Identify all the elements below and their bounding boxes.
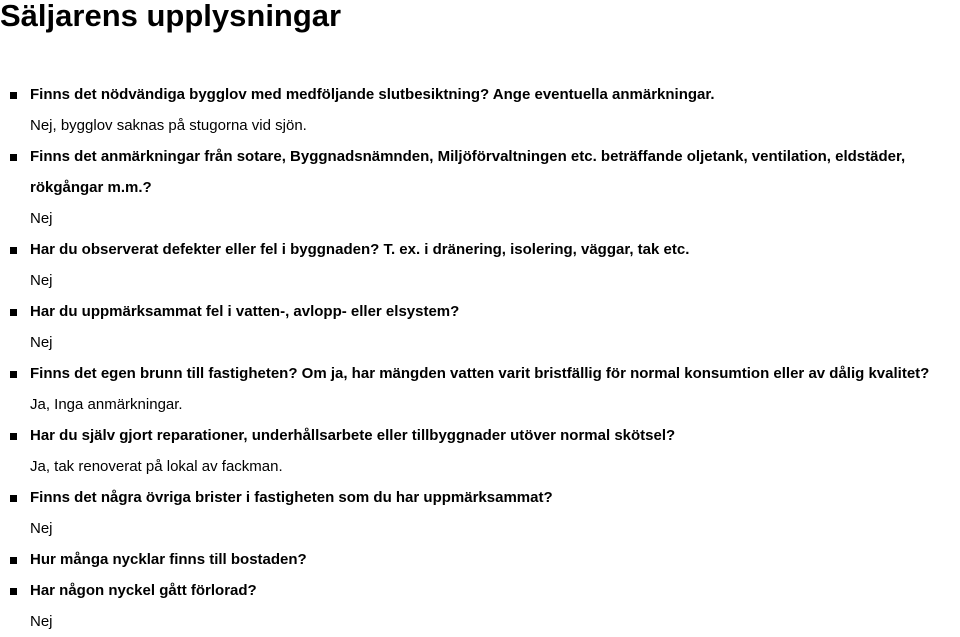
answer-text: Ja, Inga anmärkningar. xyxy=(30,396,183,413)
square-bullet-icon xyxy=(10,154,17,161)
question-label: Finns det anmärkningar från sotare, Byggnadsnämnden, Miljöförvaltningen etc. beträffande oljetank, ventilation, eldstäder, rökgångar m.m.? xyxy=(30,148,906,196)
list-item xyxy=(0,79,960,141)
square-bullet-icon xyxy=(10,557,17,564)
square-bullet-icon xyxy=(10,247,17,254)
answer-text: Nej xyxy=(30,613,53,630)
question-text xyxy=(0,482,960,513)
question-label: Hur många nycklar finns till bostaden? xyxy=(30,551,307,568)
question-label: Har någon nyckel gått förlorad? xyxy=(30,582,257,599)
list-item xyxy=(0,482,960,544)
question-label: Finns det egen brunn till fastigheten? Om ja, har mängden vatten varit bristfällig för normal konsumtion eller av dålig kvalitet? xyxy=(30,365,930,382)
list-item xyxy=(0,358,960,420)
square-bullet-icon xyxy=(10,433,17,440)
question-label: Har du uppmärksammat fel i vatten-, avlopp- eller elsystem? xyxy=(30,303,460,320)
question-text xyxy=(0,544,960,575)
list-item xyxy=(0,544,960,575)
question-text xyxy=(0,79,960,110)
square-bullet-icon xyxy=(10,495,17,502)
list-item xyxy=(0,575,960,637)
seller-disclosure-list xyxy=(0,79,960,637)
question-label: Finns det nödvändiga bygglov med medföljande slutbesiktning? Ange eventuella anmärkningar. xyxy=(30,86,715,103)
question-label: Finns det några övriga brister i fastigheten som du har uppmärksammat? xyxy=(30,489,553,506)
square-bullet-icon xyxy=(10,309,17,316)
question-text xyxy=(0,358,960,389)
answer-text: Nej xyxy=(30,272,53,289)
answer-text: Nej xyxy=(30,334,53,351)
square-bullet-icon xyxy=(10,92,17,99)
answer-text: Nej, bygglov saknas på stugorna vid sjön. xyxy=(30,117,307,134)
question-text xyxy=(0,296,960,327)
list-item xyxy=(0,141,960,234)
page-title: Säljarens upplysningar xyxy=(0,0,342,33)
answer-text: Nej xyxy=(30,520,53,537)
square-bullet-icon xyxy=(10,588,17,595)
question-label: Har du själv gjort reparationer, underhållsarbete eller tillbyggnader utöver normal skötsel? xyxy=(30,427,676,444)
question-text xyxy=(0,234,960,265)
question-text xyxy=(0,141,950,203)
square-bullet-icon xyxy=(10,371,17,378)
list-item xyxy=(0,296,960,358)
question-text xyxy=(0,420,960,451)
question-text xyxy=(0,575,960,606)
answer-text: Ja, tak renoverat på lokal av fackman. xyxy=(30,458,283,475)
list-item xyxy=(0,420,960,482)
list-item xyxy=(0,234,960,296)
question-label: Har du observerat defekter eller fel i byggnaden? T. ex. i dränering, isolering, väggar, tak etc. xyxy=(30,241,690,258)
answer-text: Nej xyxy=(30,210,53,227)
